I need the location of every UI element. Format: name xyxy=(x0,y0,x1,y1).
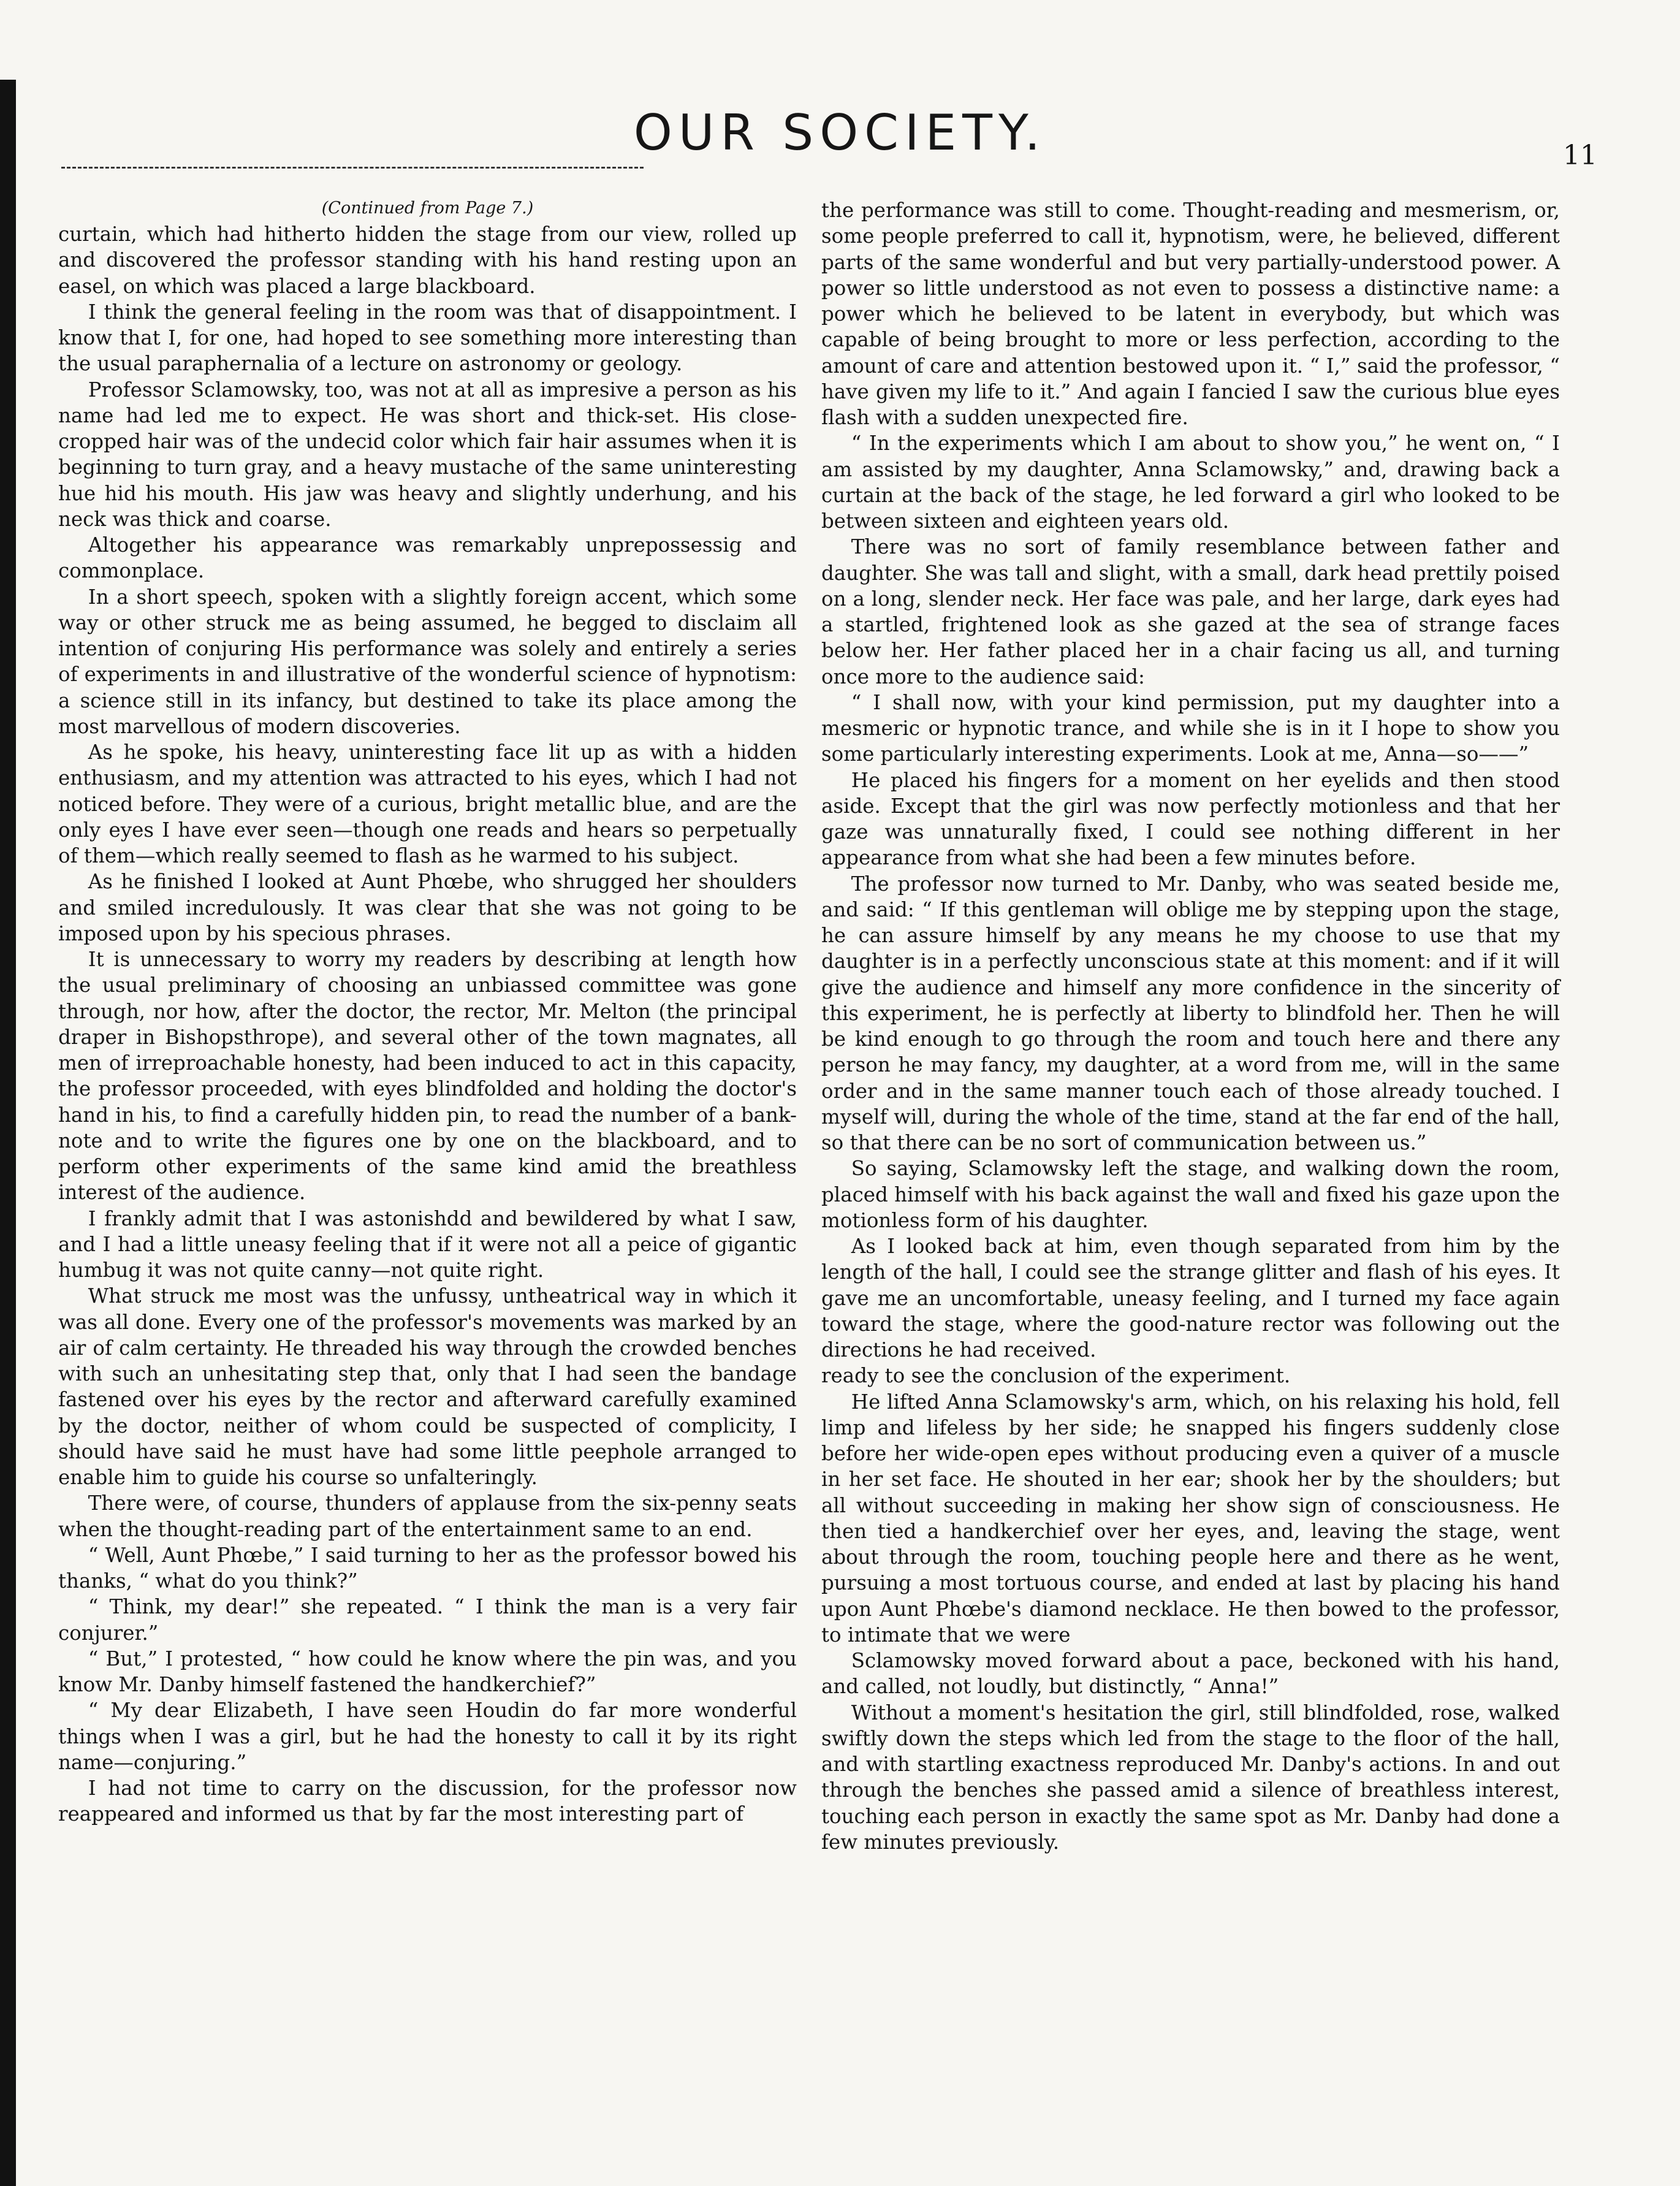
continued-note: (Continued from Page 7.) xyxy=(321,199,534,218)
page-edge-shadow xyxy=(0,80,16,2186)
paragraph: As I looked back at him, even though separated from him by the length of the hall, I could see the strange glitter and flash of his eyes. It gave me an uncomfortable, uneasy feeling, and I turned my face again toward the stage, where the good-nature rector was following out the directions he had received. xyxy=(821,1235,1560,1361)
paragraph: As he finished I looked at Aunt Phœbe, who shrugged her shoulders and smiled incredulously. It was clear that she was not going to be imposed upon by his specious phrases. xyxy=(58,870,797,945)
paragraph: “ Think, my dear!” she repeated. “ I think the man is a very fair conjurer.” xyxy=(58,1595,797,1645)
paragraph: I had not time to carry on the discussion, for the professor now reappeared and informed us that by far the most interesting part of xyxy=(58,1777,797,1826)
page-number: 11 xyxy=(1563,140,1597,171)
paragraph: “ I shall now, with your kind permission, put my daughter into a mesmeric or hypnotic trance, and while she is in it I hope to show you some particularly interesting experiments. Look at me, Anna—so——” xyxy=(821,690,1560,766)
paragraph: “ Well, Aunt Phœbe,” I said turning to her as the professor bowed his thanks, “ what do you think?” xyxy=(58,1543,797,1593)
paragraph: As he spoke, his heavy, uninteresting face lit up as with a hidden enthusiasm, and my attention was attracted to his eyes, which I had not noticed before. They were of a curious, bright metallic blue, and are the only eyes I have ever seen—though one reads and hears so perpetually of them—which really seemed to flash as he warmed to his subject. xyxy=(58,741,797,868)
paragraph: The professor now turned to Mr. Danby, who was seated beside me, and said: “ If this gentleman will oblige me by stepping upon the stage, he can assure himself by any means he my choose to use that my daughter is in a perfectly unconscious state at this moment: and if it will give the audience and himself any more confidence in the sincerity of this experiment, he is perfectly at liberty to blindfold her. Then he will be kind enough to go through the room and touch here and there any person he may fancy, my daughter, at a word from me, will in the same order and in the same manner touch each of those already touched. I myself will, during the whole of the time, stand at the far end of the hall, so that there can be no sort of communication between us.” xyxy=(821,872,1560,1154)
page-title: OUR SOCIETY. xyxy=(633,104,1047,161)
header-rule xyxy=(61,167,644,169)
paragraph: “ In the experiments which I am about to show you,” he went on, “ I am assisted by my daughter, Anna Sclamowsky,” and, drawing back a curtain at the back of the stage, he led forward a girl who looked to be between sixteen and eighteen years old. xyxy=(821,432,1560,533)
paragraph: the performance was still to come. Thought-reading and mesmerism, or, some people preferred to call it, hypnotism, were, he believed, different parts of the same wonderful and but very partially-understood power. A power so little understood as not even to possess a distinctive name: a power which he believed to be latent in everybody, but which was capable of being brought to more or less perfection, according to the amount of care and attention bestowed upon it. “ I,” said the professor, “ have given my life to it.” And again I fancied I saw the curious blue eyes flash with a sudden unexpected fire. xyxy=(821,199,1560,429)
paragraph: Altogether his appearance was remarkably unprepossessig and commonplace. xyxy=(58,533,797,583)
paragraph: ready to see the conclusion of the experiment. xyxy=(821,1364,1291,1388)
paragraph: Sclamowsky moved forward about a pace, beckoned with his hand, and called, not loudly, but distinctly, “ Anna!” xyxy=(821,1649,1560,1699)
paragraph: What struck me most was the unfussy, untheatrical way in which it was all done. Every one of the professor's movements was marked by an air of calm certainty. He threaded his way through the crowded benches with such an unhesitating step that, only that I had seen the bandage fastened over his eyes by the rector and afterward carefully examined by the doctor, neither of whom could be suspected of complicity, I should have said he must have had some little peephole arranged to enable him to guide his course so unfalteringly. xyxy=(58,1284,797,1490)
paragraph: “ But,” I protested, “ how could he know where the pin was, and you know Mr. Danby himself fastened the handkerchief?” xyxy=(58,1647,797,1697)
paragraph: It is unnecessary to worry my readers by describing at length how the usual preliminary of choosing an unbiassed committee was gone through, nor how, after the doctor, the rector, Mr. Melton (the principal draper in Bishopsthrope), and several other of the town magnates, all men of irreproachable honesty, had been induced to act in this capacity, the professor proceeded, with eyes blindfolded and holding the doctor's hand in his, to find a carefully hidden pin, to read the number of a bank-note and to write the figures one by one on the blackboard, and to perform other experiments of the same kind amid the breathless interest of the audience. xyxy=(58,948,797,1205)
paragraph: There were, of course, thunders of applause from the six-penny seats when the thought-reading part of the entertainment same to an end. xyxy=(58,1491,797,1541)
paragraph: He placed his fingers for a moment on her eyelids and then stood aside. Except that the girl was now perfectly motionless and that her gaze was unnaturally fixed, I could see nothing different in her appearance from what she had been a few minutes before. xyxy=(821,768,1560,870)
paragraph: Professor Sclamowsky, too, was not at all as impresive a person as his name had led me to expect. He was short and thick-set. His close-cropped hair was of the undecid color which fair hair assumes when it is beginning to turn gray, and a heavy mustache of the same uninteresting hue hid his mouth. His jaw was heavy and slightly underhung, and his neck was thick and coarse. xyxy=(58,378,797,531)
right-column xyxy=(821,197,1560,1855)
paragraph: There was no sort of family resemblance between father and daughter. She was tall and slight, with a small, dark head prettily poised on a long, slender neck. Her face was pale, and her large, dark eyes had a startled, frightened look as she gazed at the sea of strange faces below her. Her father placed her in a chair facing us all, and turning once more to the audience said: xyxy=(821,535,1560,688)
paragraph: I frankly admit that I was astonishdd and bewildered by what I saw, and I had a little uneasy feeling that if it were not all a peice of gigantic humbug it was not quite canny—not quite right. xyxy=(58,1206,797,1282)
paragraph: He lifted Anna Sclamowsky's arm, which, on his relaxing his hold, fell limp and lifeless by her side; he snapped his fingers suddenly close before her wide-open epes without producing even a quiver of a muscle in her set face. He shouted in her ear; shook her by the shoulders; but all without succeeding in making her show sign of consciousness. He then tied a handkerchief over her eyes, and, leaving the stage, went about through the room, touching people here and there as he went, pursuing a most tortuous course, and ended at last by placing his hand upon Aunt Phœbe's diamond necklace. He then bowed to the professor, to intimate that we were xyxy=(821,1390,1560,1647)
paragraph: curtain, which had hitherto hidden the stage from our view, rolled up and discovered the professor standing with his hand resting upon an easel, on which was placed a large blackboard. xyxy=(58,223,797,298)
paragraph: “ My dear Elizabeth, I have seen Houdin do far more wonderful things when I was a girl, but he had the honesty to call it by its right name—conjuring.” xyxy=(58,1699,797,1774)
paragraph: In a short speech, spoken with a slightly foreign accent, which some way or other struck me as being assumed, he begged to disclaim all intention of conjuring His performance was solely and entirely a series of experiments in and illustrative of the wonderful science of hypnotism: a science still in its infancy, but destined to take its place among the most marvellous of modern discoveries. xyxy=(58,585,797,738)
left-column xyxy=(58,197,797,1827)
paragraph: So saying, Sclamowsky left the stage, and walking down the room, placed himself with his back against the wall and fixed his gaze upon the motionless form of his daughter. xyxy=(821,1157,1560,1232)
paragraph: I think the general feeling in the room was that of disappointment. I know that I, for one, had hoped to see something more interesting than the usual paraphernalia of a lecture on astronomy or geology. xyxy=(58,300,797,376)
paragraph: Without a moment's hesitation the girl, still blindfolded, rose, walked swiftly down the steps which led from the stage to the floor of the hall, and with startling exactness reproduced Mr. Danby's actions. In and out through the benches she passed amid a silence of breathless interest, touching each person in exactly the same spot as Mr. Danby had done a few minutes previously. xyxy=(821,1700,1560,1854)
